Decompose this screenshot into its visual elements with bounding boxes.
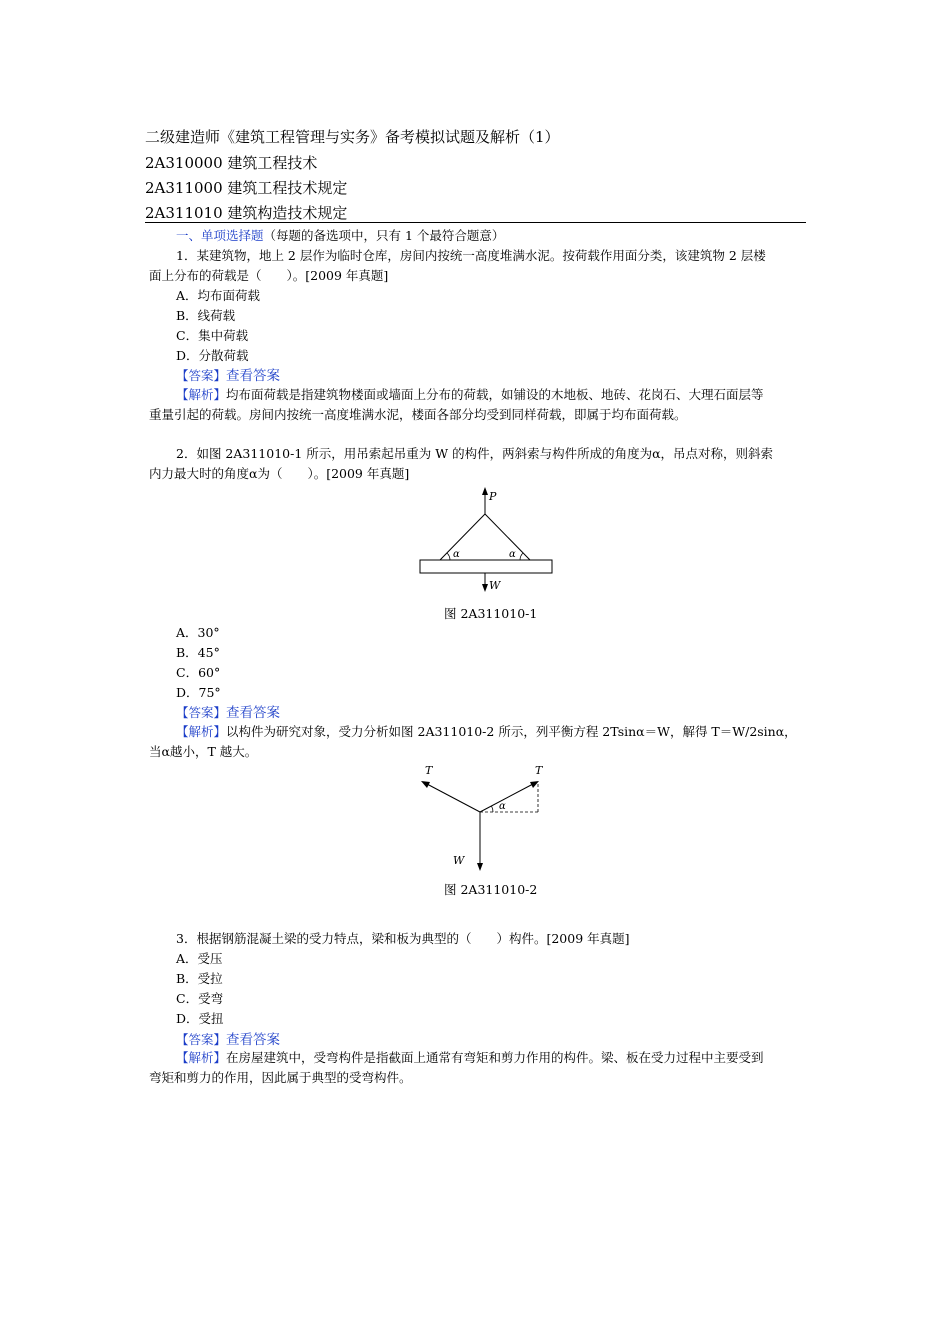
q3-option-d: D．受扭 [176,1011,224,1026]
label-w: W [489,579,501,592]
q2-view-answer-link[interactable]: 查看答案 [226,705,281,721]
q1-option-b: B．线荷载 [176,308,236,323]
angle-arc-right [520,553,523,560]
q1-analysis-text: 均布面荷载是指建筑物楼面或墙面上分布的荷载，如铺设的木地板、地砖、花岗石、大理石面层等 [226,387,764,402]
q3-option-c: C．受弯 [176,991,224,1006]
q3-analysis-text: 在房屋建筑中，受弯构件是指截面上通常有弯矩和剪力作用的构件。梁、板在受力过程中主要受到 [226,1050,764,1065]
figure2-caption: 图 2A311010-2 [444,882,538,897]
label-alpha: α [499,801,506,812]
q2-option-d: D．75° [176,685,221,700]
beam-member [420,560,552,573]
q3-analysis-tag: 【解析】 [176,1050,227,1065]
q3-analysis-line1 [176,1048,764,1066]
q2-analysis-line1 [176,722,797,740]
q2-option-a: A．30° [176,625,220,640]
q3-answer-row [176,1028,280,1048]
intro-note: （每题的备选项中，只有 1 个最符合题意） [263,228,505,243]
q2-stem-line2: 内力最大时的角度α为（ ）。[2009 年真题] [149,466,410,481]
document-title: 二级建造师《建筑工程管理与实务》备考模拟试题及解析（1） [145,128,560,146]
q1-option-c: C．集中荷载 [176,328,249,343]
angle-arc [492,806,494,812]
q3-view-answer-link[interactable]: 查看答案 [226,1032,281,1048]
chapter-heading: 2A310000 建筑工程技术 [145,154,318,172]
q2-option-b: B．45° [176,645,220,660]
question-type-link[interactable]: 单项选择题 [201,228,264,243]
question-type-intro [176,226,504,244]
q1-answer-tag: 【答案】 [176,368,227,383]
sling-right [485,514,530,560]
label-p: P [489,490,497,503]
heading-divider [145,222,806,223]
q3-answer-tag: 【答案】 [176,1032,227,1047]
q3-analysis-line2: 弯矩和剪力的作用，因此属于典型的受弯构件。 [149,1070,412,1085]
intro-prefix: 一、 [176,228,202,243]
q1-stem-line2: 面上分布的荷载是（ ）。[2009 年真题] [149,268,389,283]
subsection-heading: 2A311010 建筑构造技术规定 [145,204,348,222]
q2-answer-row [176,701,280,721]
q2-answer-tag: 【答案】 [176,705,227,720]
label-t-right: T [535,764,543,777]
q2-analysis-text: 以构件为研究对象，受力分析如图 2A311010-2 所示，列平衡方程 2Tsinα＝W，解得 T＝W/2sinα， [226,724,797,739]
arrow-head-t-left [421,781,430,788]
q3-option-b: B．受拉 [176,971,223,986]
q3-option-a: A．受压 [176,951,223,966]
q2-analysis-tag: 【解析】 [176,724,227,739]
label-alpha-right: α [509,549,516,560]
label-w: W [453,854,465,867]
sling-left [440,514,485,560]
tension-left-line [427,784,480,812]
q1-option-d: D．分散荷载 [176,348,249,363]
q1-answer-row [176,364,280,384]
q1-stem-line1: 1．某建筑物，地上 2 层作为临时仓库，房间内按统一高度堆满水泥。按荷载作用面分类，该建筑物 2 层楼 [176,248,766,263]
q2-analysis-line2: 当α越小，T 越大。 [149,744,258,759]
angle-arc-left [447,553,450,560]
q2-option-c: C．60° [176,665,221,680]
q1-analysis-line2: 重量引起的荷载。房间内按统一高度堆满水泥，楼面各部分均受到同样荷载，即属于均布面荷载。 [149,407,687,422]
q2-stem-line1: 2．如图 2A311010-1 所示，用吊索起吊重为 W 的构件，两斜索与构件所成的角度为α，吊点对称，则斜索 [176,446,774,461]
q1-analysis-tag: 【解析】 [176,387,227,402]
q1-view-answer-link[interactable]: 查看答案 [226,368,281,384]
arrow-head-w [482,584,488,592]
q3-stem: 3．根据钢筋混凝土梁的受力特点，梁和板为典型的（ ）构件。[2009 年真题] [176,931,630,946]
figure-lifting-diagram [410,484,570,596]
label-alpha-left: α [453,549,460,560]
section-heading: 2A311000 建筑工程技术规定 [145,179,348,197]
figure1-caption: 图 2A311010-1 [444,606,538,621]
q1-analysis-line1 [176,385,764,403]
label-t-left: T [425,764,433,777]
q1-option-a: A．均布面荷载 [176,288,261,303]
tension-right-line [480,784,533,812]
figure-force-diagram [415,760,555,875]
arrow-head-p [482,487,488,495]
arrow-head-w [477,863,483,871]
